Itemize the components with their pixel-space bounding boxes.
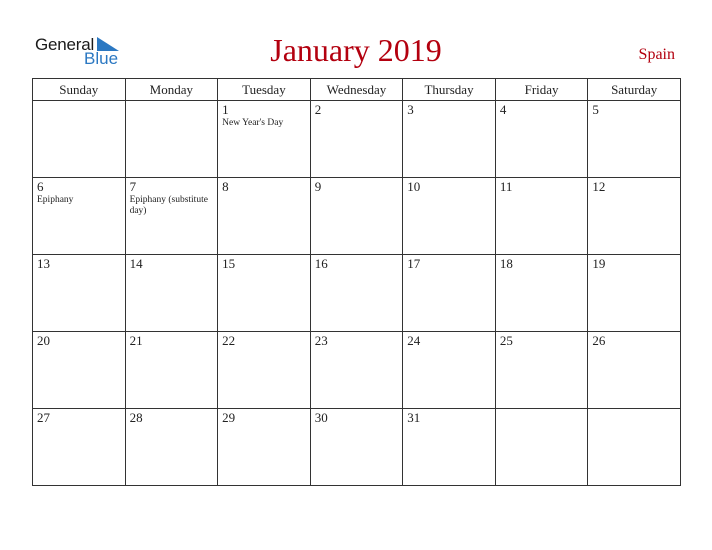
day-number: 15 — [222, 256, 236, 271]
weekday-header: Friday — [495, 79, 588, 101]
day-number: 30 — [314, 410, 328, 425]
week-row — [33, 409, 681, 486]
weekday-header: Sunday — [33, 79, 126, 101]
weekday-header: Monday — [125, 79, 218, 101]
day-number: 25 — [499, 333, 513, 348]
day-cell — [33, 101, 126, 178]
day-number: 10 — [407, 179, 421, 194]
day-number: 8 — [222, 179, 229, 194]
day-cell — [33, 255, 126, 332]
day-cell — [495, 178, 588, 255]
day-cell — [310, 409, 403, 486]
day-number: 18 — [499, 256, 513, 271]
day-cell — [125, 409, 218, 486]
day-cell — [218, 332, 311, 409]
day-cell — [495, 332, 588, 409]
day-number: 19 — [592, 256, 606, 271]
calendar-grid — [32, 78, 681, 486]
day-cell — [310, 255, 403, 332]
day-number: 7 — [129, 179, 137, 194]
day-cell — [588, 255, 681, 332]
holiday-label: Epiphany — [37, 195, 74, 205]
day-cell — [403, 332, 496, 409]
day-number: 20 — [37, 333, 50, 348]
day-cell — [495, 409, 588, 486]
day-number: 24 — [407, 333, 421, 348]
day-cell — [218, 101, 311, 178]
day-cell — [125, 178, 218, 255]
day-cell — [310, 178, 403, 255]
page-title: January 2019 — [270, 32, 442, 68]
day-cell — [218, 255, 311, 332]
day-cell — [495, 101, 588, 178]
country-label: Spain — [638, 46, 675, 63]
day-cell — [125, 255, 218, 332]
day-number: 6 — [37, 179, 44, 194]
day-cell — [588, 101, 681, 178]
day-number: 21 — [129, 333, 143, 348]
day-number: 28 — [129, 410, 143, 425]
week-row — [33, 178, 681, 255]
day-number: 9 — [314, 179, 322, 194]
day-number: 16 — [314, 256, 328, 271]
day-number: 14 — [129, 256, 143, 271]
day-number: 23 — [314, 333, 328, 348]
day-number: 26 — [592, 333, 606, 348]
holiday-label: New Year's Day — [222, 118, 284, 128]
day-number: 12 — [592, 179, 606, 194]
day-cell — [125, 332, 218, 409]
day-number: 29 — [222, 410, 236, 425]
day-number: 22 — [222, 333, 236, 348]
weekday-header-row — [33, 79, 681, 101]
weekday-header: Thursday — [403, 79, 496, 101]
day-cell — [125, 101, 218, 178]
day-cell — [33, 178, 126, 255]
day-number: 5 — [592, 102, 599, 117]
day-number: 31 — [407, 410, 421, 425]
day-cell — [218, 409, 311, 486]
logo-text-blue: Blue — [84, 49, 119, 68]
day-cell — [33, 409, 126, 486]
weekday-header: Wednesday — [310, 79, 403, 101]
calendar-body — [33, 101, 681, 486]
day-number: 13 — [37, 256, 50, 271]
day-number: 11 — [499, 179, 513, 194]
day-cell — [495, 255, 588, 332]
day-cell — [218, 178, 311, 255]
week-row — [33, 255, 681, 332]
day-cell — [588, 178, 681, 255]
day-number: 4 — [499, 102, 507, 117]
day-cell — [403, 178, 496, 255]
day-cell — [33, 332, 126, 409]
day-cell — [403, 101, 496, 178]
day-cell — [403, 255, 496, 332]
day-number: 3 — [407, 102, 414, 117]
logo-text-general: General — [35, 35, 95, 54]
day-number: 17 — [407, 256, 421, 271]
week-row — [33, 332, 681, 409]
holiday-label: Epiphany (substitute day) — [129, 195, 208, 216]
day-number: 27 — [37, 410, 50, 425]
day-number: 1 — [222, 102, 229, 117]
day-number: 2 — [314, 102, 322, 117]
day-cell — [588, 332, 681, 409]
week-row — [33, 101, 681, 178]
day-cell — [588, 409, 681, 486]
day-cell — [310, 332, 403, 409]
day-cell — [310, 101, 403, 178]
day-cell — [403, 409, 496, 486]
weekday-header: Saturday — [588, 79, 681, 101]
weekday-header: Tuesday — [218, 79, 311, 101]
